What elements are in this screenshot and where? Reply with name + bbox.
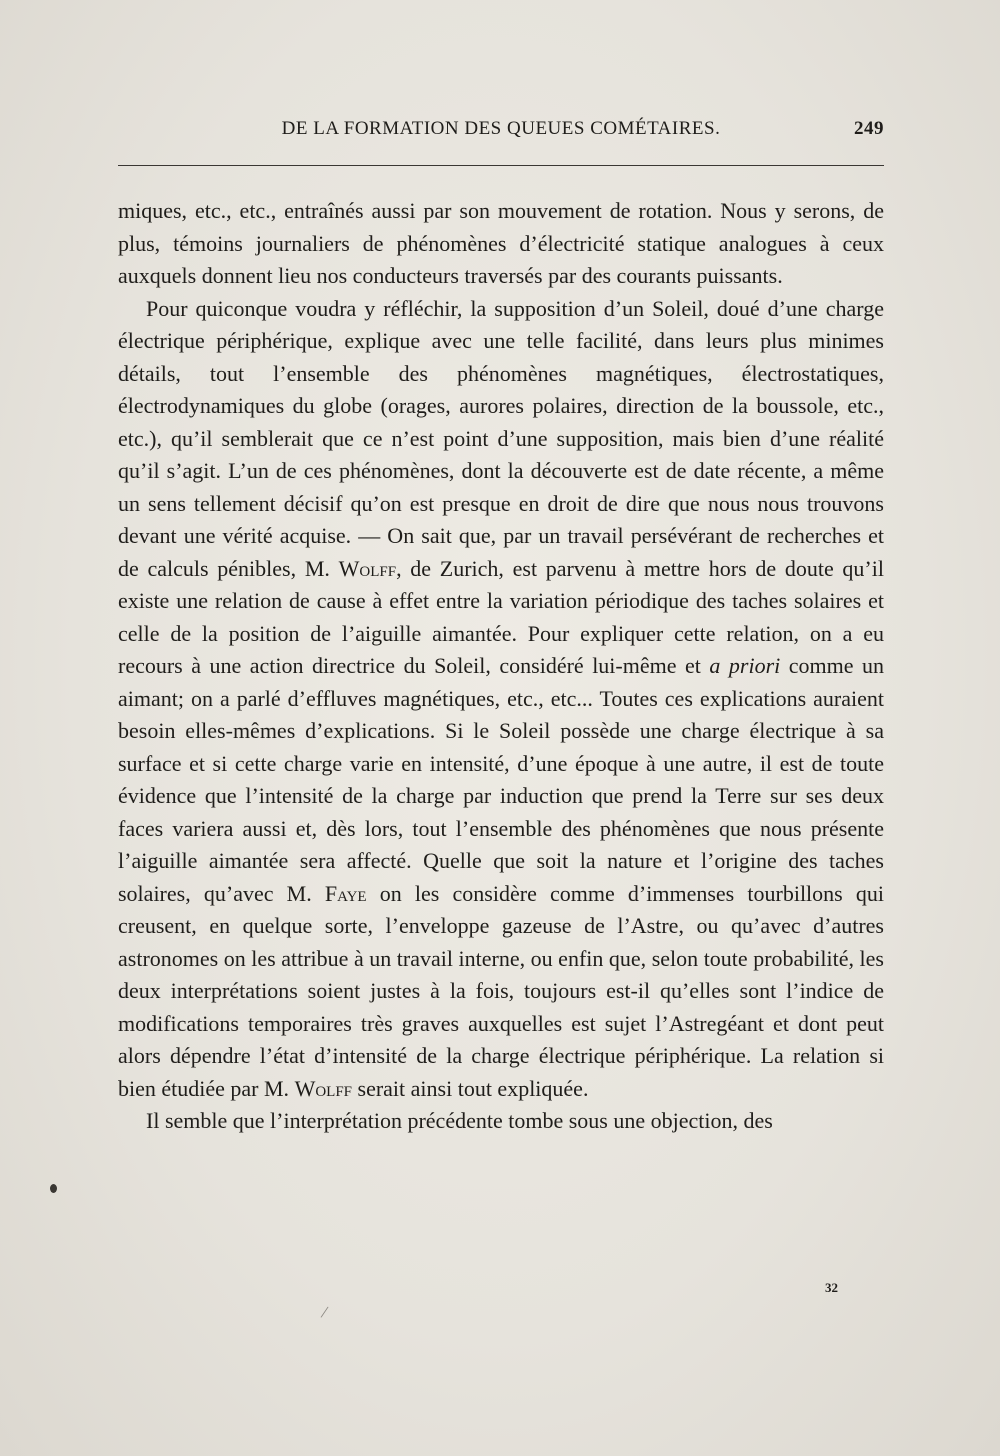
margin-ink-dot (50, 1184, 57, 1193)
paragraph-2-part-e: serait ainsi tout expliquée. (357, 1075, 589, 1101)
page-number: 249 (854, 118, 884, 139)
faye-prefix: M. (286, 880, 312, 906)
wolff-prefix-2: M. (264, 1075, 290, 1101)
wolff-name-2: Wolff (294, 1075, 353, 1101)
running-head (118, 116, 884, 146)
paragraph-2-part-d: on les considère comme d’immenses tourbillons qui creusent, en quelque sorte, l’enveloppe gazeuse de l’Astre, ou qu’avec d’autres astronomes on les attribue à un travail interne, ou enfin que, selon toute probabilité, les deux interprétations soient justes à la fois, toujours est-il qu’elles sont l’indice de modifications temporaires très graves auxquelles est sujet l’Astregéant et dont peut alors dépendre l’état d’intensité de la charge électrique périphérique. La relation si bien étudiée par (118, 880, 885, 1101)
header-rule (118, 165, 884, 166)
wolff-name: Wolff (338, 555, 397, 581)
wolff-prefix: M. (304, 555, 330, 581)
paragraph-1: miques, etc., etc., entraînés aussi par son mouvement de rotation. Nous y serons, de plus, témoins journaliers de phénomènes d’électricité statique analogues à ceux auxquels donnent lieu nos conducteurs traversés par des courants puissants. (118, 198, 884, 288)
body-text (118, 195, 884, 1138)
signature-mark: 32 (825, 1280, 838, 1295)
stray-pencil-mark: / (319, 1301, 330, 1323)
faye-name: Faye (324, 880, 367, 906)
a-priori-italic: a priori (709, 653, 781, 678)
paragraph-2 (118, 293, 884, 1106)
paragraph-2-part-c: comme un aimant; on a parlé d’effluves magnétiques, etc., etc... Toutes ces explications auraient besoin elles-mêmes d’explications. Si le Soleil possède une charge électrique à sa surface et si cette charge varie en intensité, d’une époque à une autre, il est de toute évidence que l’intensité de la charge par induction que prend la Terre sur ses deux faces variera aussi et, dès lors, tout l’ensemble des phénomènes que nous présente l’aiguille aimantée sera affecté. Quelle que soit la nature et l’origine des taches solaires, qu’avec (118, 653, 885, 906)
paragraph-2-part-a: Pour quiconque voudra y réfléchir, la supposition d’un Soleil, doué d’une charge électrique périphérique, explique avec une telle facilité, dans leurs plus minimes détails, tout l’ensemble des phénomènes magnétiques, électrostatiques, électrodynamiques du globe (orages, aurores polaires, direction de la boussole, etc., etc.), qu’il semblerait que ce n’est point d’une supposition, mais bien d’une réalité qu’il s’agit. L’un de ces phénomènes, dont la découverte est de date récente, a même un sens tellement décisif qu’on est presque en droit de dire que nous nous trouvons devant une vérité acquise. — On sait que, par un travail persévérant de recherches et de calculs pénibles, (118, 295, 884, 581)
paragraph-2-part-b: , de Zurich, est parvenu à mettre hors de doute qu’il existe une relation de cause à effet entre la variation périodique des taches solaires et celle de la position de l’aiguille aimantée. Pour expliquer cette relation, on a eu recours à une action directrice du Soleil, considéré lui-même et (118, 555, 884, 678)
running-title: DE LA FORMATION DES QUEUES COMÉTAIRES. (281, 118, 721, 139)
paragraph-3: Il semble que l’interprétation précédente tombe sous une objection, des (146, 1108, 773, 1133)
